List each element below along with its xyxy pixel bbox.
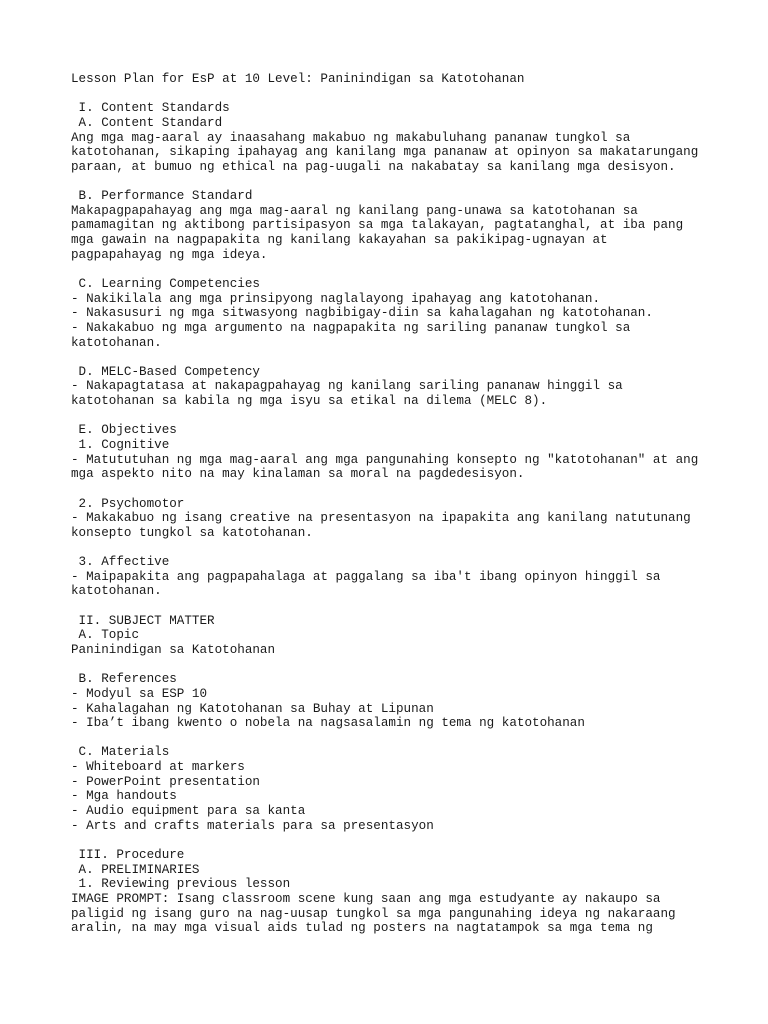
text-line: - Iba’t ibang kwento o nobela na nagsasalamin ng tema ng katotohanan <box>71 716 585 731</box>
text-line: B. References <box>71 672 177 687</box>
text-line: E. Objectives <box>71 423 177 438</box>
text-line: aralin, na may mga visual aids tulad ng posters na nagtatampok sa mga tema ng <box>71 921 653 936</box>
text-line: katotohanan, sikaping ipahayag ang kanilang mga pananaw at opinyon sa makatarungang <box>71 145 699 160</box>
text-line: 3. Affective <box>71 555 170 570</box>
text-line: mga gawain na nagpapakita ng kanilang kakayahan sa pakikipag-ugnayan at <box>71 233 608 248</box>
blank-line <box>71 833 751 848</box>
text-line: - Nakikilala ang mga prinsipyong naglalayong ipahayag ang katotohanan. <box>71 291 601 306</box>
text-line: - PowerPoint presentation <box>71 774 260 789</box>
blank-line <box>71 731 751 746</box>
text-line: Paninindigan sa Katotohanan <box>71 642 276 657</box>
text-line: - Nakapagtatasa at nakapagpahayag ng kanilang sariling pananaw hinggil sa <box>71 379 623 394</box>
text-line: Lesson Plan for EsP at 10 Level: Paninindigan sa Katotohanan <box>71 72 525 86</box>
text-line: Makapagpapahayag ang mga mag-aaral ng kanilang pang-unawa sa katotohanan sa <box>71 203 638 218</box>
blank-line <box>71 409 751 424</box>
text-line: A. PRELIMINARIES <box>71 862 200 877</box>
text-line: III. Procedure <box>71 847 185 862</box>
text-line: pagpapahayag ng mga ideya. <box>71 247 268 262</box>
text-line: - Arts and crafts materials para sa presentasyon <box>71 818 434 833</box>
text-line: mga aspekto nito na may kinalaman sa moral na pagdedesisyon. <box>71 467 525 482</box>
blank-line <box>71 482 751 497</box>
text-line: katotohanan. <box>71 335 162 350</box>
text-line: pamamagitan ng aktibong partisipasyon sa mga talakayan, pagtatanghal, at iba pang <box>71 218 684 233</box>
blank-line <box>71 174 751 189</box>
blank-line <box>71 658 751 673</box>
text-line: D. MELC-Based Competency <box>71 364 260 379</box>
text-line: katotohanan. <box>71 584 162 599</box>
text-line: - Maipapakita ang pagpapahalaga at paggalang sa iba't ibang opinyon hinggil sa <box>71 569 661 584</box>
text-line: 2. Psychomotor <box>71 496 185 511</box>
text-line: 1. Reviewing previous lesson <box>71 877 291 892</box>
text-line: - Nakasusuri ng mga sitwasyong nagbibigay-diin sa kahalagahan ng katotohanan. <box>71 306 653 321</box>
text-line: B. Performance Standard <box>71 189 253 204</box>
text-line: C. Materials <box>71 745 170 760</box>
text-line: II. SUBJECT MATTER <box>71 613 215 628</box>
blank-line <box>71 599 751 614</box>
document-body <box>71 72 751 936</box>
text-line: C. Learning Competencies <box>71 276 260 291</box>
text-line: - Modyul sa ESP 10 <box>71 686 208 701</box>
text-line: - Kahalagahan ng Katotohanan sa Buhay at Lipunan <box>71 701 434 716</box>
text-line: - Nakakabuo ng mga argumento na nagpapakita ng sariling pananaw tungkol sa <box>71 320 631 335</box>
text-line: konsepto tungkol sa katotohanan. <box>71 525 313 540</box>
blank-line <box>71 350 751 365</box>
text-line: A. Content Standard <box>71 115 223 130</box>
blank-line <box>71 262 751 277</box>
text-line: - Audio equipment para sa kanta <box>71 804 306 819</box>
text-line: katotohanan sa kabila ng mga isyu sa etikal na dilema (MELC 8). <box>71 394 548 409</box>
text-line: A. Topic <box>71 628 140 643</box>
text-line: paligid ng isang guro na nag-uusap tungkol sa mga pangunahing ideya ng nakaraang <box>71 906 676 921</box>
text-line: - Matututuhan ng mga mag-aaral ang mga pangunahing konsepto ng "katotohanan" at ang <box>71 452 699 467</box>
text-line: 1. Cognitive <box>71 438 170 453</box>
blank-line <box>71 87 751 102</box>
text-line: - Makakabuo ng isang creative na presentasyon na ipapakita ang kanilang natutunang <box>71 511 691 526</box>
blank-line <box>71 541 751 556</box>
text-line: Ang mga mag-aaral ay inaasahang makabuo ng makabuluhang pananaw tungkol sa <box>71 130 631 145</box>
text-line: - Whiteboard at markers <box>71 760 245 775</box>
text-line: paraan, at bumuo ng ethical na pag-uugali na nakabatay sa kanilang mga desisyon. <box>71 159 676 174</box>
text-line: I. Content Standards <box>71 101 230 116</box>
text-line: - Mga handouts <box>71 789 177 804</box>
text-line: IMAGE PROMPT: Isang classroom scene kung saan ang mga estudyante ay nakaupo sa <box>71 891 661 906</box>
